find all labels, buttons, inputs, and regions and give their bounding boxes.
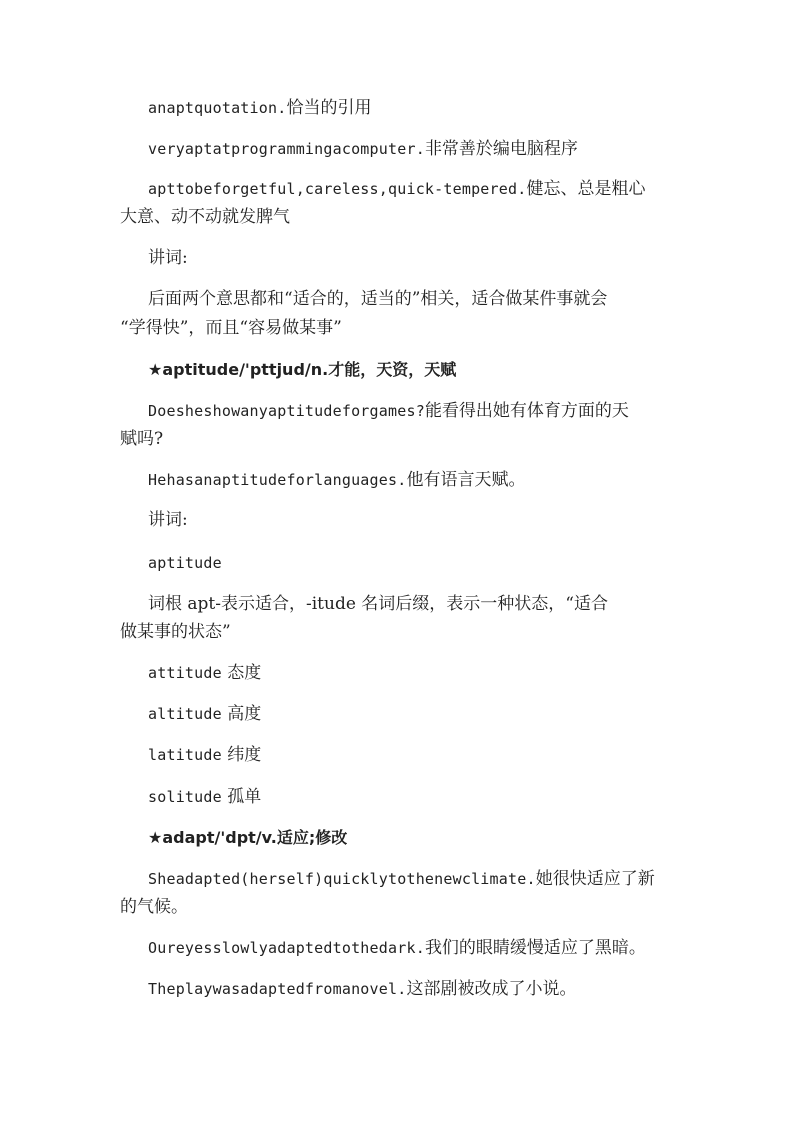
example-line — [148, 93, 708, 123]
chinese-text: 做某事的状态” — [120, 622, 231, 642]
chinese-text: 恰当的引用 — [286, 98, 372, 118]
chinese-text: 赋吗? — [120, 429, 164, 449]
english-text: Hehasanaptitudeforlanguages. — [148, 471, 407, 489]
example-line — [148, 864, 708, 894]
chinese-text: 健忘、总是粗心 — [526, 179, 646, 199]
continuation-line — [120, 892, 680, 922]
word-line — [148, 699, 708, 729]
section-label — [148, 505, 708, 535]
paragraph-line — [148, 284, 708, 314]
word-heading — [148, 355, 708, 385]
heading-text: ★adapt/'dpt/v.适应;修改 — [148, 828, 348, 847]
chinese-text: 讲词: — [148, 248, 188, 268]
chinese-text: 孤单 — [227, 787, 262, 807]
word-line — [148, 658, 708, 688]
continuation-line — [120, 202, 680, 232]
example-line — [148, 933, 708, 963]
word-heading — [148, 823, 708, 853]
english-text: aptitude — [148, 554, 222, 572]
english-text: apttobeforgetful,careless,quick-tempered. — [148, 180, 527, 198]
section-label — [148, 243, 708, 273]
english-text: Sheadapted(herself)quicklytothenewclimate. — [148, 870, 536, 888]
chinese-text: 能看得出她有体育方面的天 — [424, 401, 629, 421]
chinese-text: 她很快适应了新 — [535, 869, 655, 889]
chinese-text: 词根 apt-表示适合，-itude 名词后缀，表示一种状态，“适合 — [148, 594, 608, 614]
paragraph-line — [148, 589, 708, 619]
chinese-text: 高度 — [227, 704, 262, 724]
word-line — [148, 782, 708, 812]
example-line — [148, 974, 708, 1004]
english-text: Doesheshowanyaptitudeforgames? — [148, 402, 425, 420]
english-text: Oureyesslowlyadaptedtothedark. — [148, 939, 425, 957]
english-text: attitude — [148, 664, 222, 682]
continuation-line — [120, 424, 680, 454]
example-line — [148, 396, 708, 426]
chinese-text: 大意、动不动就发脾气 — [120, 207, 290, 227]
chinese-text: 这部剧被改成了小说。 — [406, 979, 577, 999]
word-line — [148, 740, 708, 770]
english-text: Theplaywasadaptedfromanovel. — [148, 980, 407, 998]
chinese-text: 纬度 — [227, 745, 262, 765]
english-text: altitude — [148, 705, 222, 723]
heading-text: ★aptitude/'pttjud/n.才能，天资，天赋 — [148, 360, 457, 379]
english-text: anaptquotation. — [148, 99, 287, 117]
chinese-text: 态度 — [227, 663, 262, 683]
english-text: veryaptatprogrammingacomputer. — [148, 140, 425, 158]
chinese-text: 非常善於编电脑程序 — [424, 139, 578, 159]
chinese-text: 讲词: — [148, 510, 188, 530]
continuation-line — [120, 313, 680, 343]
example-line — [148, 174, 708, 204]
word-line — [148, 548, 708, 578]
continuation-line — [120, 617, 680, 647]
chinese-text: 的气候。 — [120, 897, 188, 917]
example-line — [148, 134, 708, 164]
chinese-text: 我们的眼睛缓慢适应了黑暗。 — [424, 938, 646, 958]
example-line — [148, 465, 708, 495]
english-text: latitude — [148, 746, 222, 764]
chinese-text: “学得快”，而且“容易做某事” — [120, 318, 342, 338]
chinese-text: 他有语言天赋。 — [406, 470, 526, 490]
chinese-text: 后面两个意思都和“适合的，适当的”相关，适合做某件事就会 — [148, 289, 608, 309]
english-text: solitude — [148, 788, 222, 806]
